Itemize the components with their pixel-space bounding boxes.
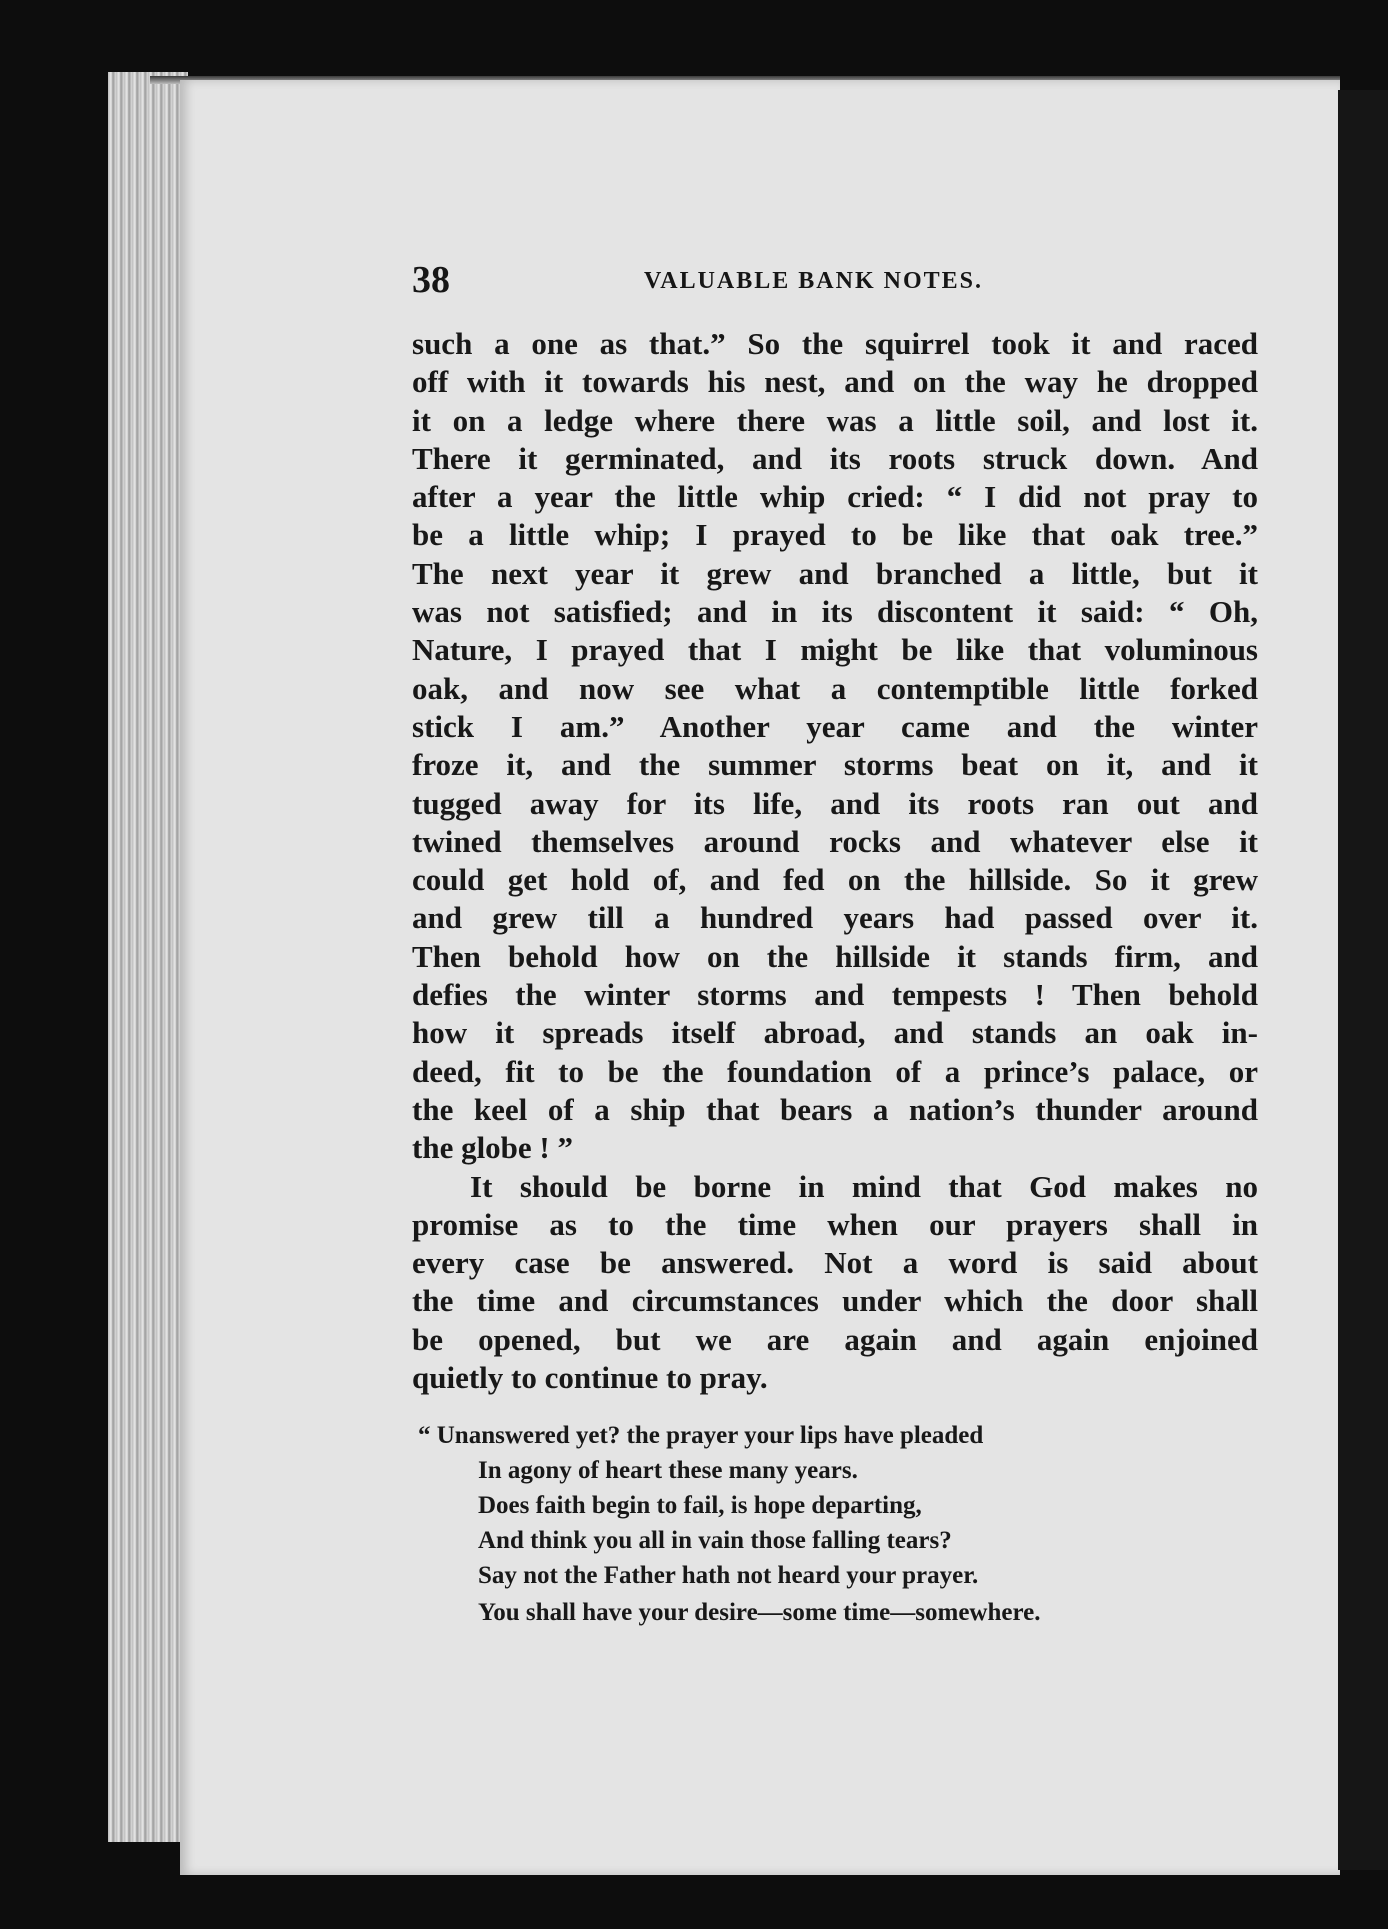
body-line: Then behold how on the hillside it stands firm, and [412, 938, 1258, 974]
body-line: and grew till a hundred years had passed over it. [412, 900, 1258, 936]
body-text [412, 325, 1258, 1397]
body-line: The next year it grew and branched a little, but it [412, 555, 1258, 591]
poem-quotation [418, 1418, 1238, 1630]
body-line: There it germinated, and its roots struck down. And [412, 440, 1258, 476]
body-line: every case be answered. Not a word is said about [412, 1245, 1258, 1281]
binding-shadow [1338, 90, 1388, 1870]
page-edges [108, 72, 188, 1842]
poem-line: “ Unanswered yet? the prayer your lips have pleaded [418, 1422, 984, 1449]
body-line: defies the winter storms and tempests ! Then behold [412, 977, 1258, 1013]
body-line: twined themselves around rocks and whatever else it [412, 823, 1258, 859]
body-line: after a year the little whip cried: “ I did not pray to [412, 479, 1258, 515]
body-line: could get hold of, and fed on the hillside. So it grew [412, 862, 1258, 898]
page-number: 38 [412, 259, 450, 301]
poem-line: In agony of heart these many years. [478, 1457, 858, 1484]
body-line: promise as to the time when our prayers shall in [412, 1206, 1258, 1242]
body-line: be a little whip; I prayed to be like that oak tree.” [412, 517, 1258, 553]
body-line: froze it, and the summer storms beat on it, and it [412, 747, 1258, 783]
body-line: off with it towards his nest, and on the way he dropped [412, 364, 1258, 400]
body-line: such a one as that.” So the squirrel took it and raced [412, 326, 1258, 361]
body-line: be opened, but we are again and again enjoined [412, 1321, 1258, 1357]
body-line: quietly to continue to pray. [412, 1360, 768, 1396]
body-line: deed, fit to be the foundation of a prince’s palace, or [412, 1053, 1258, 1089]
body-line: it on a ledge where there was a little soil, and lost it. [412, 402, 1258, 438]
poem-line: Does faith begin to fail, is hope departing, [478, 1492, 922, 1519]
paragraph-start-line: It should be borne in mind that God makes no [470, 1168, 1258, 1204]
body-line: was not satisfied; and in its discontent it said: “ Oh, [412, 594, 1258, 630]
body-line: oak, and now see what a contemptible little forked [412, 670, 1258, 706]
body-line: how it spreads itself abroad, and stands an oak in- [412, 1015, 1258, 1051]
body-line: Nature, I prayed that I might be like that voluminous [412, 632, 1258, 668]
poem-line: And think you all in vain those falling tears? [478, 1527, 952, 1554]
body-line: the time and circumstances under which the door shall [412, 1283, 1258, 1319]
poem-line: Say not the Father hath not heard your prayer. [478, 1562, 979, 1589]
page-header [412, 258, 1282, 308]
poem-line: You shall have your desire—some time—somewhere. [478, 1599, 1041, 1626]
running-head: VALUABLE BANK NOTES. [644, 268, 983, 294]
body-line: the keel of a ship that bears a nation’s thunder around [412, 1091, 1258, 1127]
body-line: the globe ! ” [412, 1130, 574, 1166]
body-line: stick I am.” Another year came and the winter [412, 708, 1258, 744]
body-line: tugged away for its life, and its roots ran out and [412, 785, 1258, 821]
